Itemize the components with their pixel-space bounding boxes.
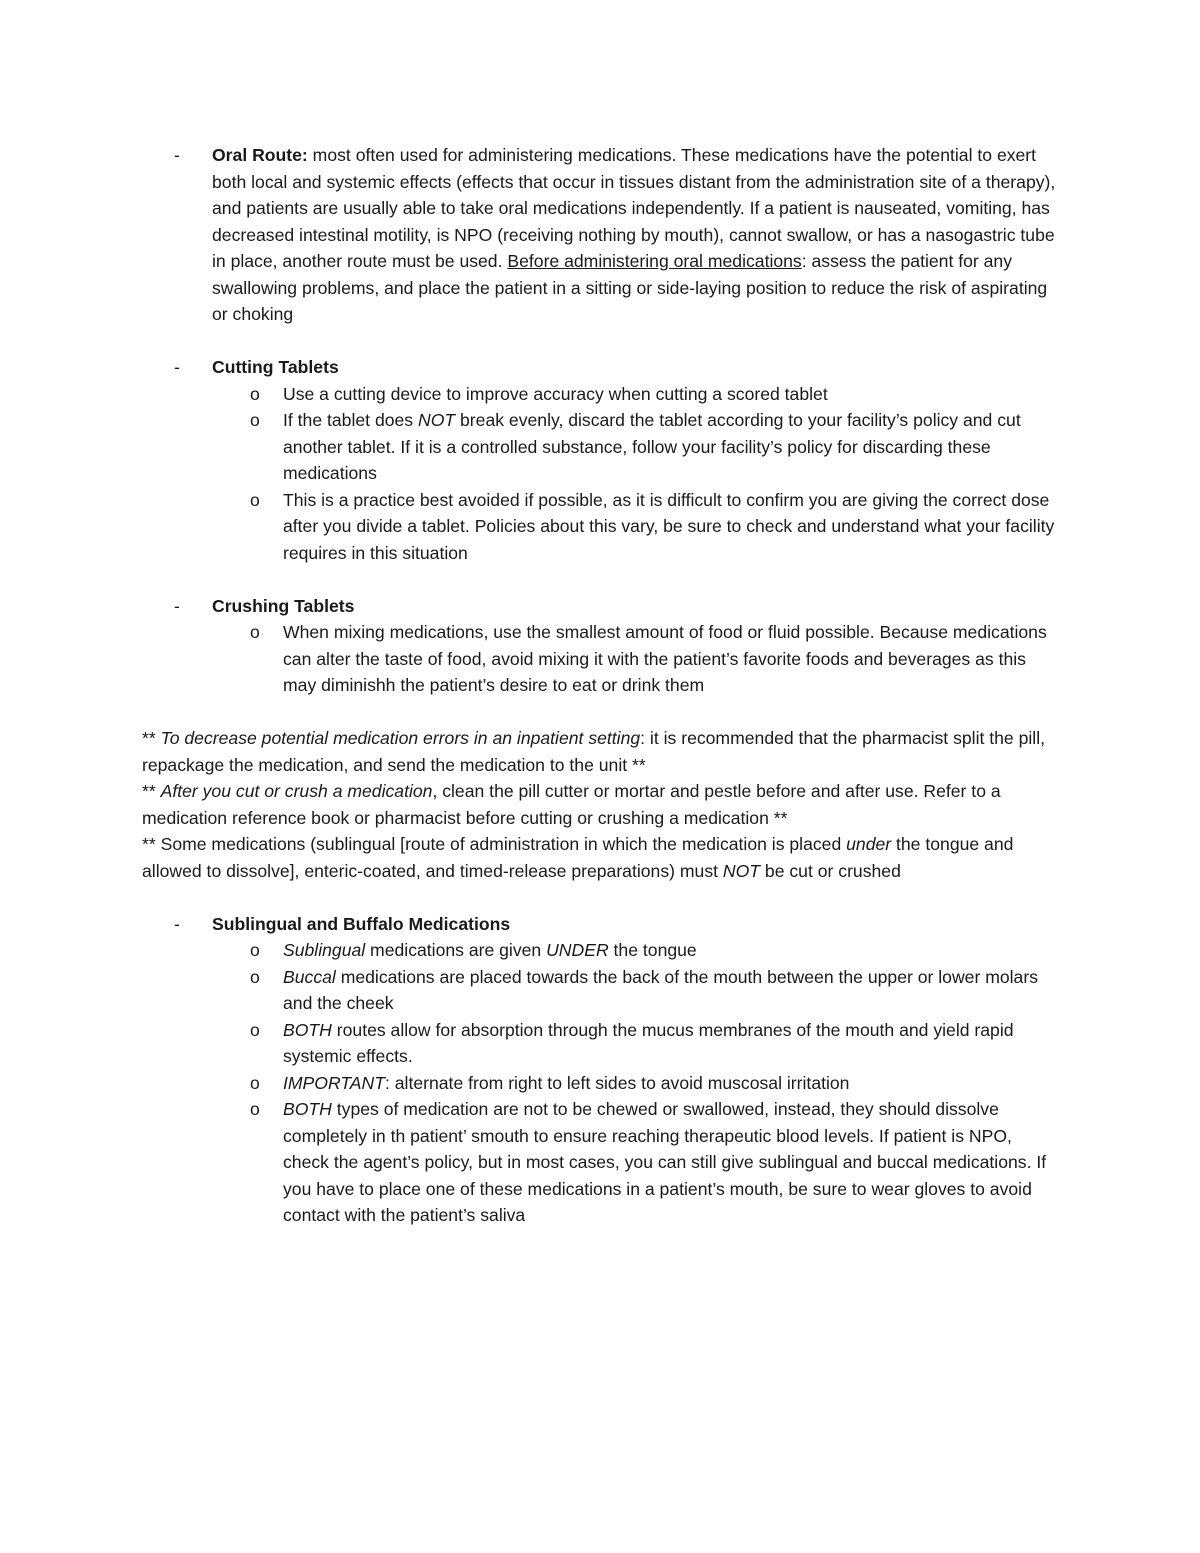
list-item-emphasis: UNDER: [546, 940, 609, 960]
list-item: [142, 1017, 1062, 1070]
list-item: [142, 619, 1062, 699]
list-item-text: routes allow for absorption through the mucus membranes of the mouth and yield rapid systemic effects.: [283, 1019, 1014, 1066]
list-item: [142, 487, 1062, 567]
note-emphasis: To decrease potential medication errors in an inpatient setting: [160, 728, 641, 748]
dash-marker: -: [174, 145, 180, 165]
oral-route-text-2: : assess the patient for any swallowing problems, and place the patient in a sitting or side-laying position to reduce the risk of aspirating or choking: [212, 251, 1048, 324]
list-item-text: Use a cutting device to improve accuracy when cutting a scored tablet: [283, 383, 828, 404]
note-do-not-cut: [142, 831, 1062, 884]
oral-route-section: [142, 142, 1062, 328]
dash-marker: -: [174, 595, 180, 616]
note-text: ** Some medications (sublingual [route of administration in which the medication is placed: [142, 834, 847, 854]
list-item: [142, 937, 1062, 964]
document-body: [142, 142, 1062, 1229]
list-item: [142, 381, 1062, 408]
oral-route-underlined: Before administering oral medications: [507, 251, 802, 271]
spacer: [142, 566, 1062, 593]
note-emphasis: After you cut or crush a medication: [160, 781, 433, 801]
spacer: [142, 328, 1062, 355]
list-item-text: medications are given: [365, 940, 547, 960]
bullet-marker: o: [250, 1072, 260, 1093]
bullet-marker: o: [250, 1019, 260, 1040]
cutting-tablets-section: [142, 354, 1062, 381]
bullet-marker: o: [250, 966, 260, 987]
list-item-emphasis: Sublingual: [283, 940, 366, 960]
list-item: [142, 1070, 1062, 1097]
list-item-text: types of medication are not to be chewed or swallowed, instead, they should dissolve completely in th patient’ smouth to ensure reaching therapeutic blood levels. If patient is NPO, check the agent’s policy, but in most cases, you can still give sublingual and buccal medications. If you have to place one of these medications in a patient’s mouth, be sure to wear gloves to avoid contact with the patient’s saliva: [283, 1099, 1047, 1225]
list-item: [142, 1096, 1062, 1229]
list-item: [142, 407, 1062, 487]
note-emphasis: under: [846, 834, 892, 854]
bullet-marker: o: [250, 1099, 260, 1119]
crushing-tablets-list: [142, 619, 1062, 699]
list-item: [142, 964, 1062, 1017]
crushing-tablets-heading: Crushing Tablets: [212, 595, 355, 616]
sublingual-list: [142, 937, 1062, 1229]
note-after-cut: [142, 778, 1062, 831]
note-text: : it is recommended that the pharmacist split the pill, repackage the medication, and send the medication to the unit **: [142, 728, 1045, 775]
list-item-text: the tongue: [608, 940, 697, 960]
note-prefix: **: [142, 728, 161, 748]
bullet-marker: o: [250, 940, 260, 960]
dash-marker: -: [174, 357, 180, 377]
list-item-emphasis: Buccal: [283, 966, 336, 987]
bullet-marker: o: [250, 410, 260, 430]
oral-route-heading: Oral Route:: [212, 145, 308, 165]
list-item-emphasis: IMPORTANT: [283, 1072, 385, 1093]
list-item-emphasis: BOTH: [283, 1099, 332, 1119]
list-item-text: When mixing medications, use the smallest amount of food or fluid possible. Because medications can alter the taste of food, avoid mixing it with the patient’s favorite foods and beverages as this may diminishh the patient’s desire to eat or drink them: [283, 622, 1047, 695]
oral-route-paragraph: [212, 142, 1062, 328]
note-emphasis: NOT: [722, 860, 761, 881]
note-text: be cut or crushed: [760, 860, 901, 881]
list-item-text: medications are placed towards the back of the mouth between the upper or lower molars and the cheek: [283, 966, 1038, 1013]
note-prefix: **: [142, 781, 161, 801]
bullet-marker: o: [250, 489, 260, 510]
list-item-text: break evenly, discard the tablet according to your facility’s policy and cut another tablet. If it is a controlled substance, follow your facility’s policy for discarding these medications: [283, 410, 1021, 483]
list-item-text: : alternate from right to left sides to avoid muscosal irritation: [384, 1072, 850, 1093]
bullet-marker: o: [250, 383, 260, 404]
sublingual-heading: Sublingual and Buffalo Medications: [212, 913, 511, 934]
cutting-tablets-heading: Cutting Tablets: [212, 357, 339, 377]
note-text: the tongue and allowed to dissolve], enteric-coated, and timed-release preparations) must: [142, 834, 1014, 881]
bullet-marker: o: [250, 622, 260, 642]
list-item-text: This is a practice best avoided if possible, as it is difficult to confirm you are giving the correct dose after you divide a tablet. Policies about this vary, be sure to check and understand what your facility requires in this situation: [283, 489, 1055, 563]
oral-route-text: most often used for administering medications. These medications have the potential to exert both local and systemic effects (effects that occur in tissues distant from the administration site of a therapy), and patients are usually able to take oral medications independently. If a patient is nauseated, vomiting, has decreased intestinal motility, is NPO (receiving nothing by mouth), cannot swallow, or has a nasogastric tube in place, another route must be used.: [212, 145, 1056, 271]
spacer: [142, 884, 1062, 911]
note-text: , clean the pill cutter or mortar and pestle before and after use. Refer to a medication reference book or pharmacist before cutting or crushing a medication **: [142, 781, 1001, 828]
note-inpatient: [142, 725, 1062, 778]
dash-marker: -: [174, 913, 180, 934]
cutting-tablets-list: [142, 381, 1062, 567]
list-item-text: If the tablet does: [283, 410, 418, 430]
spacer: [142, 699, 1062, 726]
sublingual-section: [142, 911, 1062, 938]
crushing-tablets-section: [142, 593, 1062, 620]
list-item-emphasis: NOT: [417, 410, 456, 430]
list-item-emphasis: BOTH: [283, 1019, 332, 1040]
